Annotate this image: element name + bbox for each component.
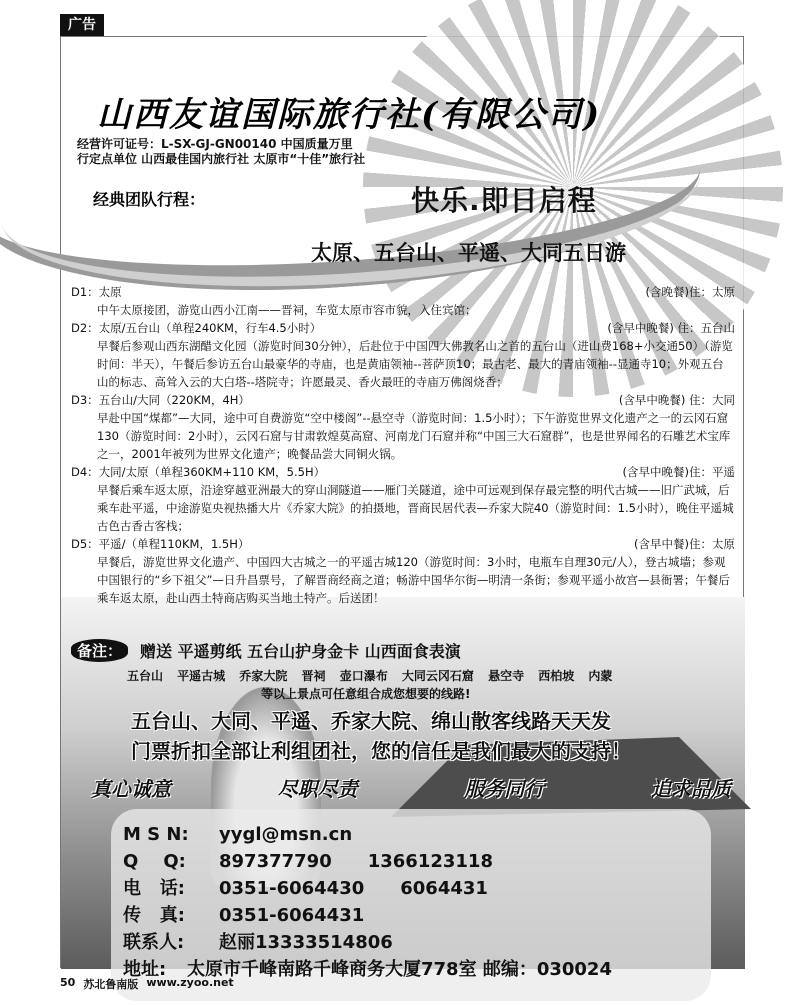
motto: 真心诚意	[91, 777, 171, 801]
day-item	[71, 319, 735, 391]
day-body: 早餐后乘车返太原，沿途穿越亚洲最大的穿山洞隧道——雁门关隧道，途中可远观到保存最完整的明代古城——旧广武城，后乘车赴平遥，中途游览央视热播大片《乔家大院》的拍摄地，晋商民居代表—乔家大院40（游览时间：1.5小时），晚住平遥城古色古香古客栈；	[97, 483, 734, 533]
address-label: 地址:	[123, 959, 167, 980]
day-head: D1：太原	[71, 285, 122, 299]
edition-name: 苏北鲁南版	[83, 978, 139, 991]
contact-panel	[111, 809, 711, 1001]
daily-departure-line: 五台山、大同、平遥、乔家大院、绵山散客线路天天发	[131, 709, 611, 733]
day-head: D5：平遥/（单程110KM，1.5H）	[71, 537, 250, 551]
person-value: 赵丽13333514806	[219, 932, 393, 953]
discount-line: 门票折扣全部让利组团社，您的信任是我们最大的支持！	[131, 739, 631, 763]
motto: 追求品质	[650, 777, 731, 801]
day-meal: (含早中晚餐)住：平遥	[622, 465, 735, 479]
site-link[interactable]: www.zyoo.net	[146, 976, 234, 989]
combo-note: 等以上景点可任意组合成您想要的线路!	[261, 687, 471, 701]
motto: 服务同行	[464, 777, 545, 801]
contact-fax	[123, 902, 711, 929]
day-item	[71, 463, 735, 535]
gift-text: 赠送 平遥剪纸 五台山护身金卡 山西面食表演	[140, 642, 461, 661]
fax-value: 0351-6064431	[219, 905, 365, 926]
page-footer	[60, 976, 234, 992]
remark-label: 备注：	[71, 639, 128, 662]
qq-value-2: 1366123118	[367, 851, 493, 872]
page-number: 50	[60, 976, 76, 989]
classic-label: 经典团队行程：	[93, 190, 206, 209]
day-head: D2：太原/五台山（单程240KM，行车4.5小时）	[71, 321, 322, 335]
motto: 尽职尽责	[277, 777, 358, 801]
msn-value: yygl@msn.cn	[219, 824, 353, 845]
contact-qq	[123, 848, 711, 875]
contact-msn	[123, 821, 711, 848]
tel-value-1: 0351-6064430	[219, 878, 365, 899]
day-item	[71, 535, 735, 607]
tel-label: 电 话:	[123, 878, 185, 899]
day-body: 中午太原接团，游览山西小江南——晋祠，车览太原市容市貌，入住宾馆；	[97, 303, 477, 317]
tel-value-2: 6064431	[400, 878, 488, 899]
day-meal: (含早中餐)住：太原	[634, 537, 735, 551]
day-meal: (含早中晚餐) 住：大同	[618, 393, 735, 407]
ad-tag: 广告	[60, 14, 104, 36]
slogan: 快乐.即日启程	[411, 184, 597, 217]
fax-label: 传 真:	[123, 905, 185, 926]
remark-row	[71, 639, 461, 662]
license-line-1: 经营许可证号：L-SX-GJ-GN00140 中国质量万里	[77, 137, 353, 151]
itinerary	[71, 283, 735, 607]
day-body: 早餐后，游览世界文化遗产、中国四大古城之一的平遥古城120（游览时间：3小时，电瓶车自理30元/人），登古城墙；参观中国银行的“乡下祖父”—日升昌票号，了解晋商经商之道；畅游中国华尔街—明清一条街；参观平遥小故宫—县衙署；午餐后乘车返太原，赴山西土特商店购买当地土特产。后送团！	[97, 555, 730, 605]
day-body: 早餐后参观山西东湖醋文化园（游览时间30分钟），后赴位于中国四大佛教名山之首的五台山（进山费168+小交通50）（游览时间：半天），午餐后参访五台山最豪华的寺庙，也是黄庙领袖--菩萨顶10；最古老、最大的青庙领袖--显通寺10；外观五台山的标志、高耸入云的大白塔--塔院寺；许愿最灵、香火最旺的寺庙万佛阁烧香；	[97, 339, 733, 389]
day-meal: (含早中晚餐) 住：五台山	[607, 321, 735, 335]
person-label: 联系人:	[123, 932, 185, 953]
day-head: D4：大同/太原（单程360KM+110 KM，5.5H）	[71, 465, 326, 479]
qq-label: Q Q:	[123, 851, 186, 872]
license-info	[77, 137, 365, 167]
ad-page	[60, 36, 744, 980]
license-line-2: 行定点单位 山西最佳国内旅行社 太原市“十佳”旅行社	[77, 152, 366, 166]
mottos	[91, 773, 731, 802]
day-meal: (含晚餐)住：太原	[645, 285, 735, 299]
address-value: 太原市千峰南路千峰商务大厦778室 邮编：030024	[187, 959, 612, 980]
msn-label: M S N:	[123, 824, 189, 845]
contact-tel	[123, 875, 711, 902]
day-item	[71, 283, 735, 319]
contact-person	[123, 929, 711, 956]
spots-list: 五台山 平遥古城 乔家大院 晋祠 壶口瀑布 大同云冈石窟 悬空寺 西柏坡 内蒙	[127, 669, 613, 683]
qq-value-1: 897377790	[219, 851, 332, 872]
day-head: D3：五台山/大同（220KM，4H）	[71, 393, 250, 407]
day-item	[71, 391, 735, 463]
day-body: 早赴中国“煤都”—大同，途中可自费游览“空中楼阁”--悬空寺（游览时间：1.5小时）；下午游览世界文化遗产之一的云冈石窟130（游览时间：2小时），云冈石窟与甘肃敦煌莫高窟、河南龙门石窟并称“中国三大石窟群”，也是世界闻名的石雕艺术宝库之一，2001年被列为世界文化遗产；晚餐品尝大同铜火锅。	[97, 411, 731, 461]
company-title: 山西友谊国际旅行社(有限公司)	[97, 95, 602, 135]
tour-name: 太原、五台山、平遥、大同五日游	[311, 241, 626, 265]
